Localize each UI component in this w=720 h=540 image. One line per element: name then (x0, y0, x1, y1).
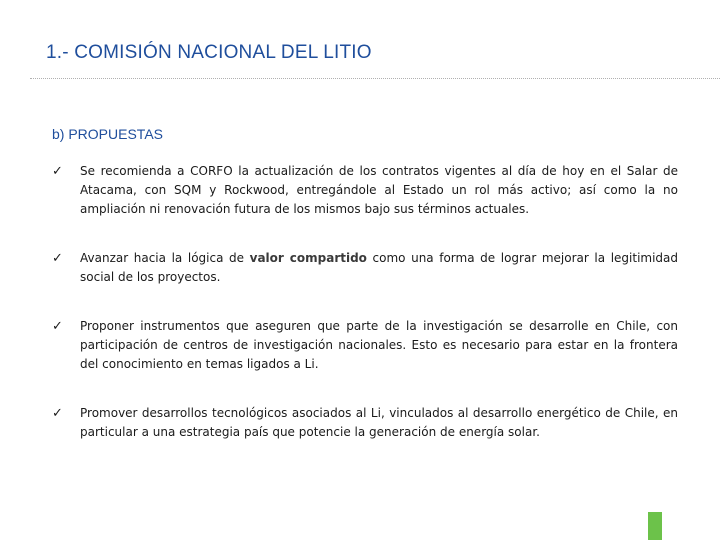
proposal-text: Proponer instrumentos que aseguren que parte de la investigación se desarrolle en Chile, con participación de centros de investigación nacionales. Esto es necesario para estar en la frontera del conocimiento en temas ligados a Li. (80, 319, 678, 371)
accent-bar (648, 512, 662, 540)
checkmark-icon: ✓ (52, 319, 63, 334)
title-divider (30, 78, 720, 79)
proposal-item (52, 249, 678, 287)
proposal-list (52, 162, 678, 442)
proposal-text: Se recomienda a CORFO la actualización de los contratos vigentes al día de hoy en el Salar de Atacama, con SQM y Rockwood, entregándole al Estado un rol más activo; así como la no ampliación ni renovación futura de los mismos bajo sus términos actuales. (80, 164, 678, 216)
checkmark-icon: ✓ (52, 164, 63, 179)
proposal-text-end: como una forma de lograr mejorar la legitimidad social de los proyectos. (80, 251, 679, 284)
checkmark-icon: ✓ (52, 251, 63, 266)
proposal-item (52, 317, 678, 374)
proposal-text: Promover desarrollos tecnológicos asociados al Li, vinculados al desarrollo energético de Chile, en particular a una estrategia país que potencie la generación de energía solar. (80, 406, 678, 439)
proposal-item (52, 404, 678, 442)
proposal-item (52, 162, 678, 219)
slide-title: 1.- COMISIÓN NACIONAL DEL LITIO (46, 42, 372, 63)
proposal-text-start: Avanzar hacia la lógica de (80, 251, 250, 265)
proposal-highlight: valor compartido (249, 251, 367, 265)
checkmark-icon: ✓ (52, 406, 63, 421)
section-subtitle: b) PROPUESTAS (52, 126, 163, 142)
